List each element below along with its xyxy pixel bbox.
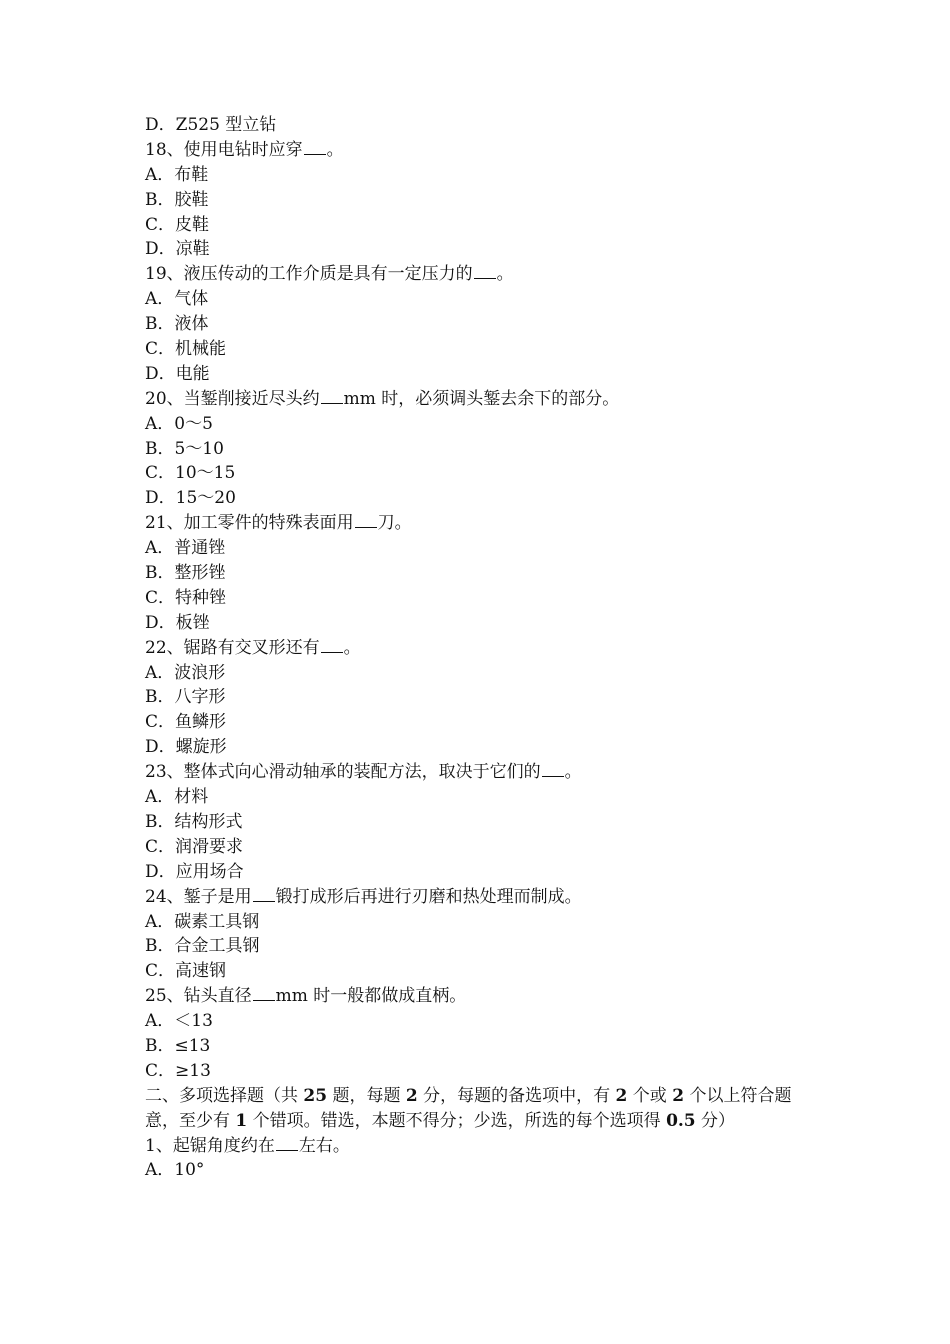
answer-option: B．整形锉 bbox=[145, 563, 226, 584]
answer-option: C．特种锉 bbox=[145, 587, 227, 608]
answer-option: A．材料 bbox=[145, 787, 209, 808]
answer-option: D．15～20 bbox=[145, 488, 236, 509]
answer-option: B．合金工具钢 bbox=[145, 936, 260, 957]
question-stem: 1、起锯角度约在 左右。 bbox=[145, 1135, 350, 1156]
answer-option: A．碳素工具钢 bbox=[145, 911, 260, 932]
question-stem: 21、加工零件的特殊表面用 刀。 bbox=[145, 513, 412, 534]
answer-option: C．润滑要求 bbox=[145, 836, 244, 857]
answer-option: D．电能 bbox=[145, 363, 210, 384]
answer-option: C．高速钢 bbox=[145, 961, 227, 982]
answer-option: A．气体 bbox=[145, 289, 209, 310]
answer-option: D．应用场合 bbox=[145, 861, 244, 882]
document-page bbox=[145, 113, 810, 1183]
answer-option: A．0～5 bbox=[145, 413, 213, 434]
answer-blank bbox=[474, 277, 496, 279]
answer-option: C．10～15 bbox=[145, 463, 236, 484]
answer-blank bbox=[542, 775, 564, 777]
answer-option: C．鱼鳞形 bbox=[145, 712, 227, 733]
answer-option: B．八字形 bbox=[145, 687, 226, 708]
question-stem: 19、液压传动的工作介质是具有一定压力的 。 bbox=[145, 264, 514, 285]
answer-option: A．10° bbox=[145, 1160, 205, 1181]
answer-option: B．胶鞋 bbox=[145, 189, 209, 210]
answer-option: B．结构形式 bbox=[145, 811, 243, 832]
question-stem: 24、錾子是用 锻打成形后再进行刃磨和热处理而制成。 bbox=[145, 886, 582, 907]
answer-blank bbox=[355, 526, 377, 528]
answer-option: A．＜13 bbox=[145, 1011, 213, 1032]
section-heading-multiple-choice: 二、多项选择题（共 25 题，每题 2 分，每题的备选项中，有 2 个或 2 个以上符合题意，至少有 1 个错项。错选，本题不得分；少选，所选的每个选项得 0.5 分） bbox=[145, 1085, 792, 1131]
answer-blank bbox=[253, 999, 275, 1001]
answer-option: A．布鞋 bbox=[145, 164, 209, 185]
answer-option: C．皮鞋 bbox=[145, 214, 210, 235]
answer-option: B．5～10 bbox=[145, 438, 224, 459]
answer-blank bbox=[276, 1149, 298, 1151]
question-stem: 23、整体式向心滑动轴承的装配方法，取决于它们的 。 bbox=[145, 762, 582, 783]
answer-option: B．液体 bbox=[145, 314, 209, 335]
answer-blank bbox=[253, 900, 275, 902]
question-list-section2 bbox=[145, 1134, 810, 1184]
answer-blank bbox=[304, 153, 326, 155]
answer-blank bbox=[321, 402, 343, 404]
question-stem: 22、锯路有交叉形还有 。 bbox=[145, 637, 361, 658]
question-stem: 20、当錾削接近尽头约 mm 时，必须调头錾去余下的部分。 bbox=[145, 388, 620, 409]
answer-option: B．≤13 bbox=[145, 1035, 211, 1056]
answer-option: C．≥13 bbox=[145, 1060, 211, 1081]
answer-option: D．凉鞋 bbox=[145, 239, 210, 260]
answer-option: D．板锉 bbox=[145, 612, 210, 633]
answer-option: A．波浪形 bbox=[145, 662, 226, 683]
answer-blank bbox=[321, 651, 343, 653]
question-stem: 25、钻头直径 mm 时一般都做成直柄。 bbox=[145, 986, 467, 1007]
question-stem: 18、使用电钻时应穿 。 bbox=[145, 139, 344, 160]
answer-option: D．螺旋形 bbox=[145, 737, 227, 758]
answer-option: D．Z525 型立钻 bbox=[145, 115, 277, 135]
answer-option: C．机械能 bbox=[145, 339, 227, 360]
answer-option: A．普通锉 bbox=[145, 538, 226, 559]
question-list bbox=[145, 113, 810, 1084]
